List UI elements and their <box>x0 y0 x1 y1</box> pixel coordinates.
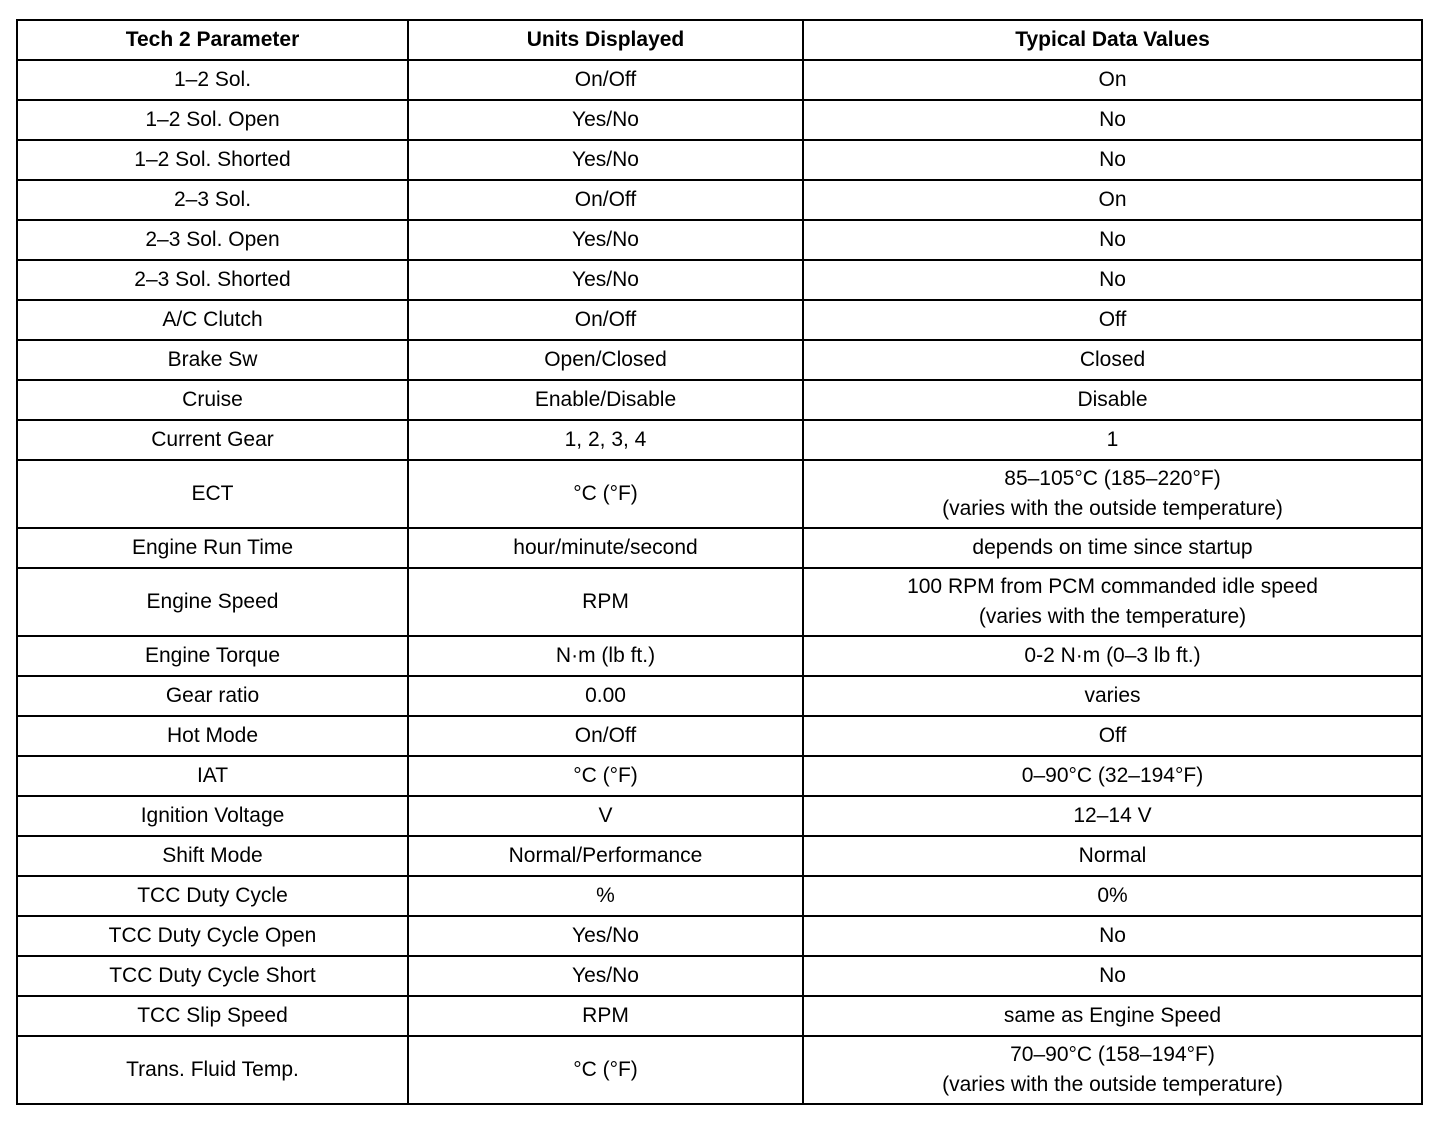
units-cell: RPM <box>408 568 803 636</box>
header-values: Typical Data Values <box>803 20 1422 60</box>
typical-value-cell <box>803 676 1422 716</box>
units-cell: Yes/No <box>408 220 803 260</box>
typical-value-line: (varies with the outside temperature) <box>942 1073 1283 1096</box>
parameter-cell: TCC Slip Speed <box>17 996 408 1036</box>
table-row <box>17 340 1422 380</box>
typical-value-line: depends on time since startup <box>972 536 1253 559</box>
typical-value-cell <box>803 140 1422 180</box>
table-row <box>17 716 1422 756</box>
typical-value-cell <box>803 836 1422 876</box>
table-row <box>17 796 1422 836</box>
parameter-cell: Current Gear <box>17 420 408 460</box>
units-cell: Yes/No <box>408 260 803 300</box>
typical-value-cell <box>803 568 1422 636</box>
parameter-cell: Engine Speed <box>17 568 408 636</box>
table-body <box>17 60 1422 1104</box>
table-row <box>17 60 1422 100</box>
typical-value-line: 100 RPM from PCM commanded idle speed <box>907 575 1318 598</box>
tech2-parameter-table <box>16 19 1423 1105</box>
typical-value-cell <box>803 180 1422 220</box>
parameter-cell: TCC Duty Cycle Short <box>17 956 408 996</box>
table-row <box>17 956 1422 996</box>
typical-value-line: (varies with the outside temperature) <box>942 497 1283 520</box>
units-cell: Yes/No <box>408 140 803 180</box>
units-cell: On/Off <box>408 180 803 220</box>
typical-value-line: 0-2 N·m (0–3 lb ft.) <box>1024 644 1201 667</box>
parameter-cell: 1–2 Sol. Open <box>17 100 408 140</box>
typical-value-cell <box>803 916 1422 956</box>
parameter-cell: Ignition Voltage <box>17 796 408 836</box>
parameter-cell: ECT <box>17 460 408 528</box>
units-cell: Open/Closed <box>408 340 803 380</box>
units-cell: °C (°F) <box>408 756 803 796</box>
units-cell: Yes/No <box>408 100 803 140</box>
table-header-row <box>17 20 1422 60</box>
typical-value-line: No <box>1099 924 1126 947</box>
parameter-cell: 2–3 Sol. <box>17 180 408 220</box>
typical-value-line: No <box>1099 108 1126 131</box>
typical-value-line: 0–90°C (32–194°F) <box>1021 764 1204 787</box>
typical-value-line: 85–105°C (185–220°F) <box>1004 467 1221 490</box>
typical-value-cell <box>803 716 1422 756</box>
typical-value-cell <box>803 260 1422 300</box>
typical-value-line: Normal <box>1078 844 1147 867</box>
typical-value-line: same as Engine Speed <box>1003 1004 1222 1027</box>
table-row <box>17 996 1422 1036</box>
parameter-cell: Hot Mode <box>17 716 408 756</box>
units-cell: Yes/No <box>408 956 803 996</box>
parameter-table-container <box>16 19 1421 1105</box>
parameter-cell: Cruise <box>17 380 408 420</box>
table-row <box>17 100 1422 140</box>
table-row <box>17 380 1422 420</box>
units-cell: V <box>408 796 803 836</box>
parameter-cell: A/C Clutch <box>17 300 408 340</box>
typical-value-cell <box>803 100 1422 140</box>
typical-value-line: (varies with the temperature) <box>978 605 1247 628</box>
typical-value-cell <box>803 300 1422 340</box>
units-cell: °C (°F) <box>408 460 803 528</box>
table-row <box>17 180 1422 220</box>
typical-value-line: On <box>1098 188 1127 211</box>
parameter-cell: 1–2 Sol. <box>17 60 408 100</box>
parameter-cell: TCC Duty Cycle <box>17 876 408 916</box>
table-row <box>17 528 1422 568</box>
table-row <box>17 916 1422 956</box>
units-cell: RPM <box>408 996 803 1036</box>
typical-value-cell <box>803 876 1422 916</box>
typical-value-line: No <box>1099 148 1126 171</box>
units-cell: Yes/No <box>408 916 803 956</box>
units-cell: On/Off <box>408 716 803 756</box>
parameter-cell: IAT <box>17 756 408 796</box>
header-units: Units Displayed <box>408 20 803 60</box>
units-cell: On/Off <box>408 60 803 100</box>
typical-value-line: 70–90°C (158–194°F) <box>1010 1043 1215 1066</box>
typical-value-line: No <box>1099 228 1126 251</box>
typical-value-line: On <box>1098 68 1127 91</box>
table-row <box>17 140 1422 180</box>
typical-value-cell <box>803 528 1422 568</box>
parameter-cell: Gear ratio <box>17 676 408 716</box>
parameter-cell: Brake Sw <box>17 340 408 380</box>
parameter-cell: Trans. Fluid Temp. <box>17 1036 408 1104</box>
table-row <box>17 1036 1422 1104</box>
table-row <box>17 220 1422 260</box>
parameter-cell: 1–2 Sol. Shorted <box>17 140 408 180</box>
table-row <box>17 568 1422 636</box>
table-row <box>17 876 1422 916</box>
units-cell: On/Off <box>408 300 803 340</box>
typical-value-line: 1 <box>1106 428 1119 451</box>
typical-value-line: Closed <box>1079 348 1146 371</box>
header-parameter: Tech 2 Parameter <box>17 20 408 60</box>
parameter-cell: Engine Torque <box>17 636 408 676</box>
table-row <box>17 676 1422 716</box>
units-cell: N·m (lb ft.) <box>408 636 803 676</box>
units-cell: 1, 2, 3, 4 <box>408 420 803 460</box>
typical-value-line: No <box>1099 964 1126 987</box>
typical-value-cell <box>803 756 1422 796</box>
typical-value-cell <box>803 636 1422 676</box>
typical-value-cell <box>803 220 1422 260</box>
units-cell: Enable/Disable <box>408 380 803 420</box>
typical-value-line: 0% <box>1097 884 1128 907</box>
typical-value-cell <box>803 380 1422 420</box>
units-cell: % <box>408 876 803 916</box>
table-row <box>17 260 1422 300</box>
typical-value-line: Disable <box>1077 388 1148 411</box>
units-cell: Normal/Performance <box>408 836 803 876</box>
units-cell: 0.00 <box>408 676 803 716</box>
table-row <box>17 300 1422 340</box>
parameter-cell: Engine Run Time <box>17 528 408 568</box>
typical-value-cell <box>803 460 1422 528</box>
table-row <box>17 636 1422 676</box>
units-cell: °C (°F) <box>408 1036 803 1104</box>
typical-value-line: Off <box>1098 308 1127 331</box>
parameter-cell: TCC Duty Cycle Open <box>17 916 408 956</box>
parameter-cell: 2–3 Sol. Open <box>17 220 408 260</box>
typical-value-cell <box>803 796 1422 836</box>
typical-value-cell <box>803 340 1422 380</box>
typical-value-line: Off <box>1098 724 1127 747</box>
parameter-cell: 2–3 Sol. Shorted <box>17 260 408 300</box>
typical-value-line: varies <box>1084 684 1141 707</box>
table-row <box>17 756 1422 796</box>
typical-value-line: 12–14 V <box>1073 804 1152 827</box>
typical-value-cell <box>803 60 1422 100</box>
table-row <box>17 836 1422 876</box>
typical-value-line: No <box>1099 268 1126 291</box>
table-row <box>17 420 1422 460</box>
typical-value-cell <box>803 956 1422 996</box>
typical-value-cell <box>803 996 1422 1036</box>
units-cell: hour/minute/second <box>408 528 803 568</box>
parameter-cell: Shift Mode <box>17 836 408 876</box>
typical-value-cell <box>803 1036 1422 1104</box>
typical-value-cell <box>803 420 1422 460</box>
table-row <box>17 460 1422 528</box>
